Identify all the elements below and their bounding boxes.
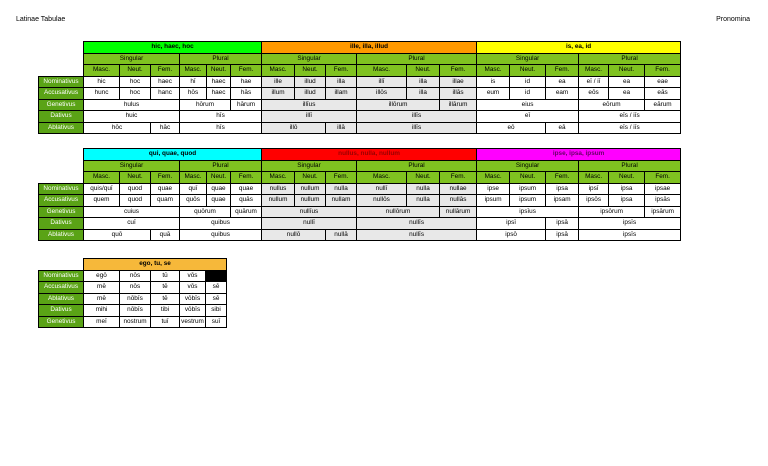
- gender-header: Masc.: [84, 172, 120, 184]
- number-header: Plural: [180, 53, 262, 65]
- form-cell: vōs: [180, 282, 206, 294]
- table-row: [39, 305, 227, 317]
- number-header: Singular: [262, 160, 357, 172]
- form-cell: hic: [84, 76, 120, 88]
- form-cell: illīs: [357, 122, 477, 134]
- table-row: [39, 183, 681, 195]
- form-cell: eī: [477, 111, 579, 123]
- form-cell: illīs: [357, 111, 477, 123]
- table-personal-pronouns: [38, 258, 227, 328]
- table-row: [39, 111, 681, 123]
- form-cell: eam: [546, 88, 579, 100]
- document-title: Latinae Tabulae: [16, 16, 66, 23]
- table-row: [39, 42, 681, 54]
- form-cell: cuius: [84, 206, 180, 218]
- form-cell: hae: [231, 76, 262, 88]
- form-cell: nullā: [326, 229, 357, 241]
- form-cell: nōbīs: [120, 305, 151, 317]
- form-cell: eōs: [579, 88, 609, 100]
- form-cell: tuī: [151, 316, 180, 328]
- form-cell: illō: [262, 122, 326, 134]
- form-cell: quārum: [231, 206, 262, 218]
- form-cell: tē: [151, 282, 180, 294]
- gender-header: Fem.: [231, 65, 262, 77]
- form-cell: nōbīs: [120, 293, 151, 305]
- form-cell: nullus: [262, 183, 295, 195]
- form-cell: illīus: [262, 99, 357, 111]
- form-cell: ipsum: [510, 195, 546, 207]
- case-label: Genetivus: [39, 99, 84, 111]
- form-cell: ea: [546, 76, 579, 88]
- form-cell: hunc: [84, 88, 120, 100]
- form-cell: ipsae: [645, 183, 681, 195]
- gender-header: Fem.: [326, 172, 357, 184]
- form-cell: mē: [84, 282, 120, 294]
- form-cell: haec: [207, 76, 231, 88]
- case-label: Accusativus: [39, 282, 84, 294]
- group-title-nullus: nullus, nulla, nullum: [262, 149, 477, 161]
- form-cell: nullārum: [440, 206, 477, 218]
- gender-header: Neut.: [207, 65, 231, 77]
- form-cell: ipsōrum: [579, 206, 645, 218]
- form-cell: hārum: [231, 99, 262, 111]
- form-cell: egō: [84, 270, 120, 282]
- case-label: Accusativus: [39, 195, 84, 207]
- form-cell: illum: [262, 88, 295, 100]
- form-cell: tē: [151, 293, 180, 305]
- case-label: Genetivus: [39, 206, 84, 218]
- form-cell: nostrum: [120, 316, 151, 328]
- form-cell: vōbīs: [180, 293, 206, 305]
- gender-header: Neut.: [609, 65, 645, 77]
- form-cell: quibus: [180, 229, 262, 241]
- case-label: Nominativus: [39, 76, 84, 88]
- form-cell: ea: [609, 76, 645, 88]
- form-cell: illud: [295, 76, 326, 88]
- form-cell: quem: [84, 195, 120, 207]
- form-cell: haec: [207, 88, 231, 100]
- gender-header: Masc.: [262, 65, 295, 77]
- case-label: Ablativus: [39, 122, 84, 134]
- form-cell: eā: [546, 122, 579, 134]
- form-cell: illās: [440, 88, 477, 100]
- form-cell: vōs: [180, 270, 206, 282]
- gender-header: Fem.: [151, 65, 180, 77]
- form-cell: id: [510, 88, 546, 100]
- gender-header: Fem.: [440, 172, 477, 184]
- form-cell: mihi: [84, 305, 120, 317]
- gender-header: Fem.: [546, 65, 579, 77]
- form-cell: quō: [84, 229, 151, 241]
- group-title-ego: ego, tu, se: [84, 259, 227, 271]
- gender-header: Masc.: [477, 65, 510, 77]
- gender-header: Neut.: [207, 172, 231, 184]
- table-row: [39, 206, 681, 218]
- group-title-ipse: ipse, ipsa, ipsum: [477, 149, 681, 161]
- group-title-hic: hic, haec, hoc: [84, 42, 262, 54]
- gender-header: Neut.: [609, 172, 645, 184]
- case-label: Ablativus: [39, 229, 84, 241]
- table-row: [39, 259, 227, 271]
- form-cell: ipsōs: [579, 195, 609, 207]
- table-row: [39, 218, 681, 230]
- case-label: Nominativus: [39, 183, 84, 195]
- form-cell: quae: [207, 183, 231, 195]
- number-header: Singular: [262, 53, 357, 65]
- table-row: [39, 282, 227, 294]
- form-cell: quās: [231, 195, 262, 207]
- form-cell: nullōs: [357, 195, 407, 207]
- form-cell: eī / iī: [579, 76, 609, 88]
- form-cell: ipsā: [546, 218, 579, 230]
- case-label: Dativus: [39, 218, 84, 230]
- table-row: [39, 229, 681, 241]
- gender-header: Masc.: [180, 172, 207, 184]
- form-cell: ipsam: [546, 195, 579, 207]
- form-cell: eum: [477, 88, 510, 100]
- case-label: Dativus: [39, 111, 84, 123]
- form-cell: quis/quī: [84, 183, 120, 195]
- form-cell: quam: [151, 195, 180, 207]
- form-cell: illa: [326, 76, 357, 88]
- form-cell: hoc: [120, 76, 151, 88]
- number-header: Plural: [579, 53, 681, 65]
- form-cell: ipsā: [546, 229, 579, 241]
- form-cell: nullī: [357, 183, 407, 195]
- form-cell: illam: [326, 88, 357, 100]
- case-label: Nominativus: [39, 270, 84, 282]
- form-cell: ipsum: [477, 195, 510, 207]
- form-cell: hōc: [84, 122, 151, 134]
- form-cell: hīs: [180, 111, 262, 123]
- form-cell: eārum: [645, 99, 681, 111]
- table-row: [39, 316, 227, 328]
- gender-header: Masc.: [262, 172, 295, 184]
- form-cell: vestrum: [180, 316, 206, 328]
- gender-header: Neut.: [120, 65, 151, 77]
- form-cell: illī: [262, 111, 357, 123]
- number-header: Singular: [477, 160, 579, 172]
- form-cell: quae: [207, 195, 231, 207]
- gender-header: Neut.: [407, 65, 440, 77]
- gender-header: Neut.: [120, 172, 151, 184]
- table-row: [39, 65, 681, 77]
- form-cell: ipsārum: [645, 206, 681, 218]
- gender-header: Fem.: [326, 65, 357, 77]
- form-cell: nullōrum: [357, 206, 440, 218]
- form-cell: quōrum: [180, 206, 231, 218]
- case-label: Accusativus: [39, 88, 84, 100]
- form-cell: nulla: [407, 195, 440, 207]
- form-cell: quod: [120, 195, 151, 207]
- gender-header: Fem.: [645, 172, 681, 184]
- form-cell: ipsa: [609, 183, 645, 195]
- form-cell: nullīus: [262, 206, 357, 218]
- form-cell: mē: [84, 293, 120, 305]
- form-cell: eās: [645, 88, 681, 100]
- gender-header: Fem.: [645, 65, 681, 77]
- table-row: [39, 122, 681, 134]
- table-row: [39, 195, 681, 207]
- form-cell: hulus: [84, 99, 180, 111]
- form-cell: is: [477, 76, 510, 88]
- form-cell: ille: [262, 76, 295, 88]
- gender-header: Fem.: [546, 172, 579, 184]
- number-header: Plural: [357, 53, 477, 65]
- form-cell: eō: [477, 122, 546, 134]
- table-row: [39, 160, 681, 172]
- form-cell: haec: [151, 76, 180, 88]
- table-demonstratives-1: [38, 41, 681, 134]
- form-cell: eīs / iīs: [579, 111, 681, 123]
- form-cell: ipsīs: [579, 218, 681, 230]
- form-cell: nullum: [295, 183, 326, 195]
- form-cell: quae: [231, 183, 262, 195]
- form-cell: ea: [609, 88, 645, 100]
- form-cell: illī: [357, 76, 407, 88]
- form-cell: hōrum: [180, 99, 231, 111]
- gender-header: Neut.: [510, 172, 546, 184]
- case-label: Dativus: [39, 305, 84, 317]
- table-row: [39, 99, 681, 111]
- form-cell: nōs: [120, 282, 151, 294]
- empty-cell: [206, 270, 227, 282]
- form-cell: hāc: [151, 122, 180, 134]
- number-header: Singular: [84, 53, 180, 65]
- form-cell: ipsī: [579, 183, 609, 195]
- case-label: Genetivus: [39, 316, 84, 328]
- form-cell: illa: [407, 76, 440, 88]
- number-header: Singular: [477, 53, 579, 65]
- form-cell: nullīs: [357, 218, 477, 230]
- form-cell: ipse: [477, 183, 510, 195]
- gender-header: Masc.: [477, 172, 510, 184]
- form-cell: hoc: [120, 88, 151, 100]
- form-cell: hōs: [180, 88, 207, 100]
- number-header: Plural: [180, 160, 262, 172]
- form-cell: nullum: [295, 195, 326, 207]
- form-cell: ipsō: [477, 229, 546, 241]
- document-section: Pronomina: [716, 16, 750, 23]
- form-cell: quae: [151, 183, 180, 195]
- form-cell: ipsa: [546, 183, 579, 195]
- form-cell: ipsa: [609, 195, 645, 207]
- form-cell: eius: [477, 99, 579, 111]
- number-header: Plural: [357, 160, 477, 172]
- form-cell: illud: [295, 88, 326, 100]
- gender-header: Neut.: [407, 172, 440, 184]
- table-row: [39, 293, 227, 305]
- gender-header: Neut.: [295, 172, 326, 184]
- form-cell: ipsum: [510, 183, 546, 195]
- form-cell: illa: [407, 88, 440, 100]
- form-cell: meī: [84, 316, 120, 328]
- form-cell: hī: [180, 76, 207, 88]
- form-cell: illārum: [440, 99, 477, 111]
- form-cell: nullās: [440, 195, 477, 207]
- form-cell: nulla: [326, 183, 357, 195]
- gender-header: Neut.: [510, 65, 546, 77]
- table-row: [39, 172, 681, 184]
- form-cell: nullum: [262, 195, 295, 207]
- form-cell: cuī: [84, 218, 180, 230]
- form-cell: tū: [151, 270, 180, 282]
- form-cell: nullīs: [357, 229, 477, 241]
- gender-header: Fem.: [151, 172, 180, 184]
- table-row: [39, 270, 227, 282]
- form-cell: nullae: [440, 183, 477, 195]
- group-title-ille: ille, illa, illud: [262, 42, 477, 54]
- table-pronouns-2: [38, 148, 681, 241]
- form-cell: nullam: [326, 195, 357, 207]
- form-cell: huic: [84, 111, 180, 123]
- form-cell: quibus: [180, 218, 262, 230]
- group-title-is: is, ea, id: [477, 42, 681, 54]
- form-cell: eīs / iīs: [579, 122, 681, 134]
- form-cell: ipsīs: [579, 229, 681, 241]
- form-cell: quōs: [180, 195, 207, 207]
- form-cell: eōrum: [579, 99, 645, 111]
- gender-header: Masc.: [180, 65, 207, 77]
- form-cell: id: [510, 76, 546, 88]
- form-cell: sē: [206, 282, 227, 294]
- form-cell: nōs: [120, 270, 151, 282]
- form-cell: hanc: [151, 88, 180, 100]
- form-cell: illōs: [357, 88, 407, 100]
- form-cell: ipsīus: [477, 206, 579, 218]
- form-cell: nullō: [262, 229, 326, 241]
- form-cell: hās: [231, 88, 262, 100]
- table-row: [39, 88, 681, 100]
- form-cell: sē: [206, 293, 227, 305]
- form-cell: quī: [180, 183, 207, 195]
- form-cell: ipsī: [477, 218, 546, 230]
- form-cell: illōrum: [357, 99, 440, 111]
- group-title-qui: qui, quae, quod: [84, 149, 262, 161]
- form-cell: nulla: [407, 183, 440, 195]
- gender-header: Masc.: [579, 65, 609, 77]
- form-cell: illā: [326, 122, 357, 134]
- gender-header: Masc.: [84, 65, 120, 77]
- gender-header: Masc.: [357, 65, 407, 77]
- table-row: [39, 76, 681, 88]
- gender-header: Masc.: [579, 172, 609, 184]
- form-cell: quod: [120, 183, 151, 195]
- case-label: Ablativus: [39, 293, 84, 305]
- form-cell: quā: [151, 229, 180, 241]
- table-row: [39, 53, 681, 65]
- form-cell: eae: [645, 76, 681, 88]
- form-cell: vōbīs: [180, 305, 206, 317]
- gender-header: Masc.: [357, 172, 407, 184]
- gender-header: Neut.: [295, 65, 326, 77]
- form-cell: suī: [206, 316, 227, 328]
- number-header: Singular: [84, 160, 180, 172]
- form-cell: tibi: [151, 305, 180, 317]
- number-header: Plural: [579, 160, 681, 172]
- gender-header: Fem.: [440, 65, 477, 77]
- table-row: [39, 149, 681, 161]
- form-cell: hīs: [180, 122, 262, 134]
- form-cell: nullī: [262, 218, 357, 230]
- gender-header: Fem.: [231, 172, 262, 184]
- form-cell: ipsās: [645, 195, 681, 207]
- form-cell: illae: [440, 76, 477, 88]
- form-cell: sibi: [206, 305, 227, 317]
